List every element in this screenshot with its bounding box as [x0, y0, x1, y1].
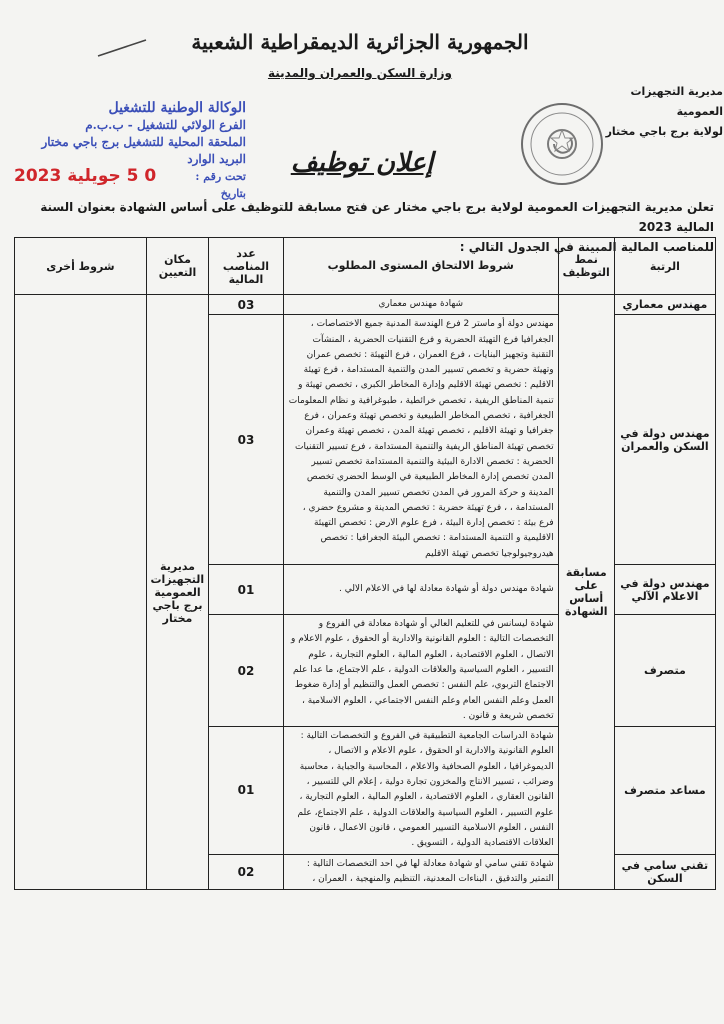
- conditions-cell: شهادة مهندس معماري: [283, 295, 558, 315]
- stamp-number-label: تحت رقم :: [195, 170, 246, 183]
- posts-cell: 02: [209, 854, 284, 890]
- rank-cell: مهندس دولة في الاعلام الآلي: [614, 565, 715, 615]
- other-conditions-cell: [15, 295, 147, 890]
- conditions-cell: مهندس دولة أو ماستر 2 فرع الهندسة المدنية جميع الاختصاصات ، الجغرافيا فرع التهيئة الحضرية و فرع التقنيات الحضرية ، المنشآت التقنية وتجهيز البنايات ، فرع العمران ، فرع التهيئة : تخصص عمران وتهيئة حضرية و تخصص تسيير المدن والتنمية المستدامة ، فرع تهيئة الاقليم : تخصص تهيئة الاقليم وإدارة المخاطر الكبرى ، تخصص تهيئة و تنمية المناطق الريفية ، تخصص خرائطية ، طبوغرافية و نظام المعلومات الجغرافية ، تخصص المخاطر الطبيعية و تخصص تهيئة وعمران ، فرع جغرافيا و تهيئة الاقليم ، تخصص تهيئة المدن ، تخصص تهيئة وعمران تخصص تهيئة المناطق الريفية والتنمية المستدامة ، فرع تسيير التقنيات الحضرية : تخصص الادارة البيئية والتنمية المستدامة تخصص تسيير المدن تخصص إدارة المخاطر الطبيعية في الوسط الحضري تخصص المدينة و حركة المرور في المدن تخصص تسيير المدن والتنمية المستدامة ، ، فرع تهيئة حضرية : تخصص المدينة و مشروع حضري ، فرع بيئة : تخصص إدارة البيئة ، فرع علوم الارض : تخصص التهيئة الاقليمية و التنمية المستدامة : تخصص البيئة الجغرافيا : تخصص هيدروجيولوجيا تخصص تهيئة الاقليم: [283, 315, 558, 565]
- stamp-date-label: بتاريخ: [220, 187, 246, 200]
- conditions-cell: شهادة تقني سامي او شهادة معادلة لها في احد التخصصات التالية : التمتير والتدقيق ، البناءات المعدنية، التنظيم والمنهجية ، العمران ،: [283, 854, 558, 890]
- page-title: إعلان توظيف: [290, 148, 434, 178]
- header-other: شروط أخرى: [15, 238, 147, 295]
- place-cell: مديرية التجهيزات العمومية برج باجي مختار: [146, 295, 208, 890]
- posts-cell: 03: [209, 315, 284, 565]
- stamp-handwritten-date: 0 5 جويلية 2023: [14, 166, 157, 186]
- conditions-cell: شهادة ليسانس في للتعليم العالي أو شهادة معادلة في الفروع و التخصصات التالية : العلوم القانونية والادارية أو الحقوق ، علوم الاعلام و الاتصال ، العلوم الاقتصادية ، العلوم المالية ، العلوم التجارية ، علوم التسيير ، العلوم السياسية والعلاقات الدولية ، علم الاجتماع، ما عدا علم الاجتماع التربوي، علم النفس : تخصص العمل والتنظيم أو إدارة ضغوط العمل وعلم النفس العام وعلم النفس الاجتماعي ، العلوم الاسلامية ، تخصص شريعة و قانون .: [283, 615, 558, 727]
- stamp-line-3: الملحقة المحلية للتشغيل برج باجي مختار: [41, 135, 246, 149]
- intro-line-2: للمناصب المالية المبينة في الجدول التالي :: [459, 240, 714, 254]
- directorate-block: [595, 82, 723, 142]
- directorate-line-1: مديرية التجهيزات العمومية: [630, 85, 723, 118]
- employment-agency-stamp: [8, 100, 246, 202]
- table-header-row: [15, 238, 716, 295]
- positions-table: [14, 237, 716, 890]
- rank-cell: متصرف: [614, 615, 715, 727]
- posts-cell: 02: [209, 615, 284, 727]
- posts-cell: 01: [209, 727, 284, 854]
- header-posts: عدد المناصب المالية: [209, 238, 284, 295]
- header-place: مكان التعيين: [146, 238, 208, 295]
- header-conditions: شروط الالتحاق المستوى المطلوب: [283, 238, 558, 295]
- stamp-line-2: الفرع الولائي للتشغيل - ب.ب.م: [85, 118, 246, 132]
- table-row: [15, 295, 716, 315]
- stamp-line-4: البريد الوارد: [187, 152, 246, 166]
- mode-cell: مسابقة على أساس الشهادة: [558, 295, 614, 890]
- ministry-heading: وزارة السكن والعمران والمدينة: [267, 66, 453, 80]
- header-rank: الرتبة: [614, 238, 715, 295]
- rank-cell: مساعد متصرف: [614, 727, 715, 854]
- posts-cell: 03: [209, 295, 284, 315]
- rank-cell: مهندس معماري: [614, 295, 715, 315]
- official-seal-icon: [518, 100, 606, 188]
- directorate-line-2: لولاية برج باجي مختار: [605, 125, 723, 138]
- conditions-cell: شهادة الدراسات الجامعية التطبيقية في الفروع و التخصصات التالية : العلوم القانونية والادارية او الحقوق ، علوم الاعلام و الاتصال ، الديموغرافيا ، العلوم الصحافية والاعلام ، المحاسبة والجباية ، محاسبة وضرائب ، تسيير الانتاج والمخزون تجارة دولية ، إعلام الي للتسيير ، القانون العقاري ، العلوم الاقتصادية ، العلوم المالية ، العلوم التجارية ، علوم التسيير ، العلوم السياسية والعلاقات الدولية ، علم الاجتماع، علم النفس ، العلوم الاسلامية التسيير العمومي ، قانون الاعمال ، قانون العلاقات الاقتصادية الدولية ، التسويق .: [283, 727, 558, 854]
- header-mode: نمط التوظيف: [558, 238, 614, 295]
- posts-cell: 01: [209, 565, 284, 615]
- intro-line-1: تعلن مديرية التجهيزات العمومية لولاية برج باجي مختار عن فتح مسابقة للتوظيف على أساس الشهادة بعنوان السنة المالية 2023: [40, 200, 714, 234]
- conditions-cell: شهادة مهندس دولة أو شهادة معادلة لها في الاعلام الالي .: [283, 565, 558, 615]
- stamp-line-1: الوكالة الوطنية للتشغيل: [108, 100, 246, 116]
- rank-cell: تقني سامي في السكن: [614, 854, 715, 890]
- republic-heading: الجمهورية الجزائرية الديمقراطية الشعبية: [191, 30, 529, 54]
- rank-cell: مهندس دولة في السكن والعمران: [614, 315, 715, 565]
- pen-stroke-mark: [96, 38, 148, 58]
